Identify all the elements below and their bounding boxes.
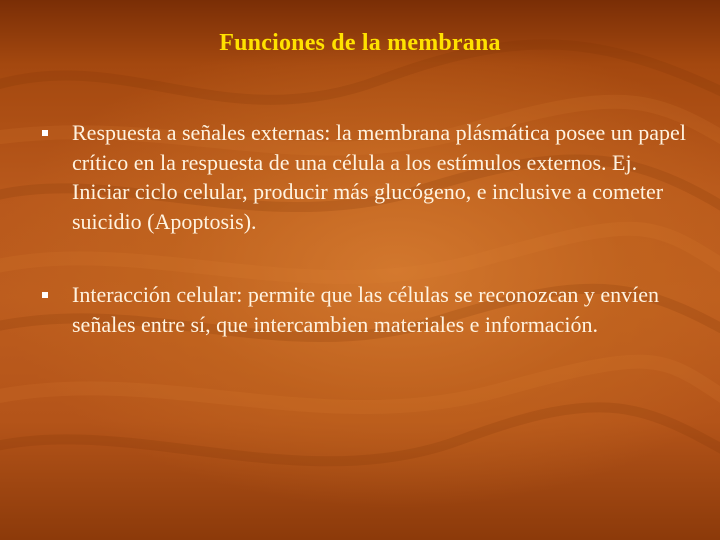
square-bullet-icon [42, 130, 48, 136]
bullet-item-interaction [40, 280, 690, 339]
bullet-list [40, 118, 690, 383]
square-bullet-icon [42, 292, 48, 298]
slide-title: Funciones de la membrana [219, 30, 501, 56]
bullet-item-responses [40, 118, 690, 236]
bullet-text: Respuesta a señales externas: la membrana plásmática posee un papel crítico en la respuesta de una célula a los estímulos externos. Ej. Iniciar ciclo celular, producir más glucógeno, e inclusive a cometer suicidio (Apoptosis). [72, 120, 686, 234]
bullet-text: Interacción celular: permite que las células se reconozcan y envíen señales entre sí, que intercambien materiales e información. [72, 282, 659, 337]
